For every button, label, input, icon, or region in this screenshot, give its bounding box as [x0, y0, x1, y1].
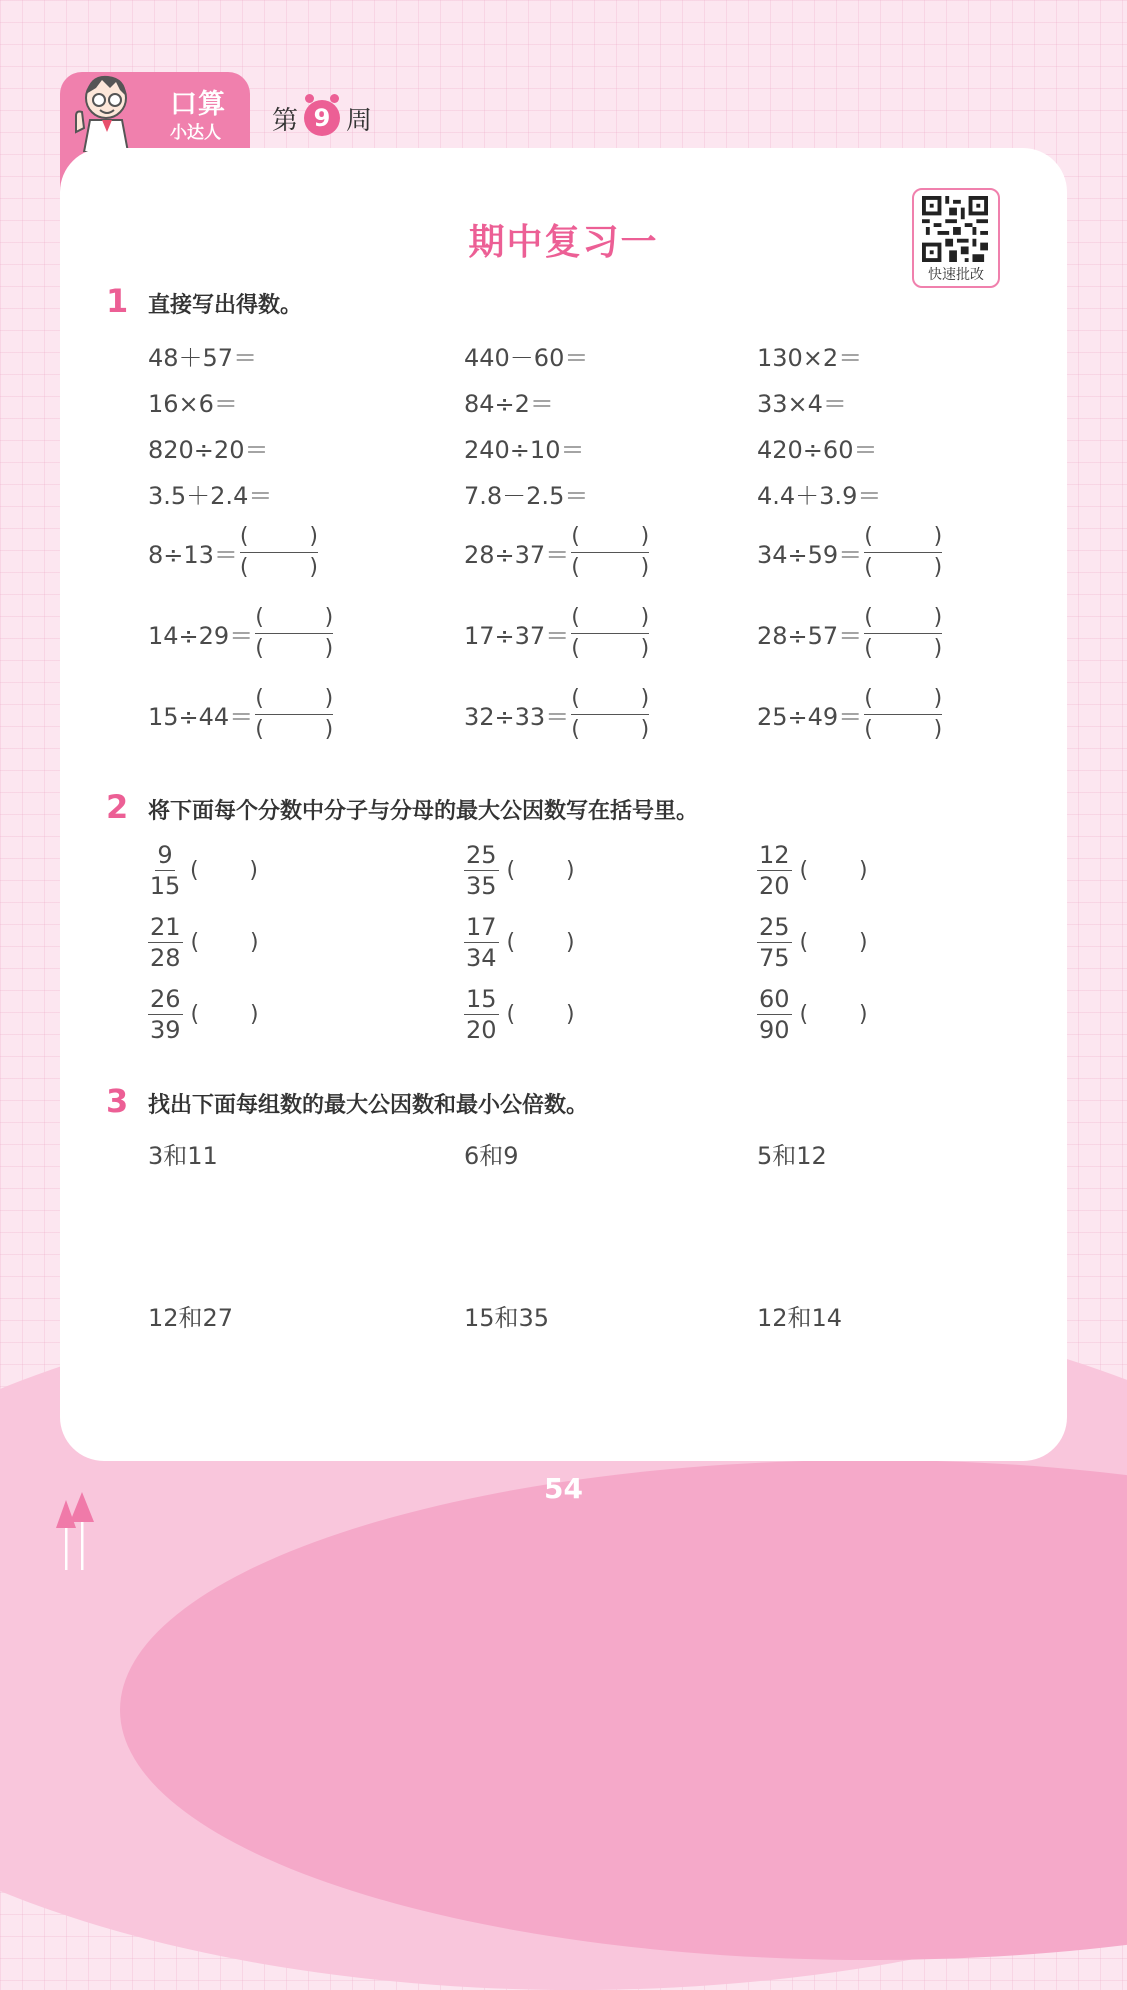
fraction-item: [148, 912, 259, 973]
fraction-item: [464, 840, 575, 901]
fraction-item: [757, 984, 868, 1045]
answer-blank[interactable]: ( ): [799, 1002, 868, 1027]
badge-subtitle: 小达人: [170, 123, 221, 143]
section-2-number: 2: [106, 788, 129, 826]
answer-blank[interactable]: ( ): [190, 1002, 259, 1027]
equation: 420÷60＝: [757, 436, 878, 464]
blank-fraction[interactable]: ( ) ( ): [571, 605, 650, 661]
section-3-number: 3: [106, 1082, 129, 1120]
equation: 16×6＝: [148, 390, 238, 418]
division-expression: 15÷44＝: [148, 703, 254, 731]
number-pair: 12和14: [757, 1304, 843, 1332]
fraction-item: [464, 984, 575, 1045]
division-fraction-item: [148, 522, 318, 583]
worksheet-card: [60, 148, 1067, 1461]
division-expression: 25÷49＝: [757, 703, 863, 731]
fraction: $\frac{60}{90}$: [759, 985, 790, 1044]
fraction: $\frac{26}{39}$: [150, 985, 181, 1044]
qr-code-icon: [921, 196, 989, 262]
answer-blank[interactable]: ( ): [506, 1002, 575, 1027]
equation: 48＋57＝: [148, 344, 258, 372]
equation: 4.4＋3.9＝: [757, 482, 882, 510]
equation: 7.8－2.5＝: [464, 482, 589, 510]
blank-fraction[interactable]: ( ) ( ): [255, 686, 334, 742]
week-suffix: 周: [346, 105, 373, 136]
blank-fraction[interactable]: ( ) ( ): [571, 524, 650, 580]
division-expression: 32÷33＝: [464, 703, 570, 731]
division-fraction-item: [464, 684, 649, 745]
qr-label: 快速批改: [928, 267, 984, 283]
page-title: 期中复习一: [468, 222, 659, 263]
blank-fraction[interactable]: ( ) ( ): [239, 524, 318, 580]
section-2-title: 将下面每个分数中分子与分母的最大公因数写在括号里。: [148, 799, 699, 824]
fraction: $\frac{17}{34}$: [466, 913, 497, 972]
fraction-item: [757, 840, 868, 901]
fraction-item: [148, 984, 259, 1045]
page-number: 54: [544, 1472, 583, 1505]
answer-blank[interactable]: ( ): [799, 930, 868, 955]
badge-title: 口算: [170, 89, 226, 120]
division-fraction-item: [464, 603, 649, 664]
number-pair: 5和12: [757, 1142, 827, 1170]
qr-code[interactable]: [912, 188, 1000, 288]
division-expression: 14÷29＝: [148, 622, 254, 650]
division-fraction-item: [757, 603, 942, 664]
fraction: $\frac{12}{20}$: [759, 841, 790, 900]
section-3-title: 找出下面每组数的最大公因数和最小公倍数。: [148, 1093, 589, 1118]
equation: 130×2＝: [757, 344, 863, 372]
division-expression: 8÷13＝: [148, 541, 238, 569]
division-fraction-item: [148, 603, 333, 664]
division-fraction-item: [148, 684, 333, 745]
equation: 3.5＋2.4＝: [148, 482, 273, 510]
number-pair: 3和11: [148, 1142, 218, 1170]
equation: 240÷10＝: [464, 436, 585, 464]
equation: 440－60＝: [464, 344, 589, 372]
mascot-icon: [62, 72, 132, 152]
equation: 820÷20＝: [148, 436, 269, 464]
equation: 33×4＝: [757, 390, 847, 418]
answer-blank[interactable]: ( ): [506, 930, 575, 955]
division-expression: 34÷59＝: [757, 541, 863, 569]
blank-fraction[interactable]: ( ) ( ): [571, 686, 650, 742]
week-prefix: 第: [272, 105, 299, 136]
blank-fraction[interactable]: ( ) ( ): [864, 524, 943, 580]
fraction: $\frac{25}{75}$: [759, 913, 790, 972]
fraction: $\frac{21}{28}$: [150, 913, 181, 972]
division-expression: 17÷37＝: [464, 622, 570, 650]
equation: 84÷2＝: [464, 390, 554, 418]
division-expression: 28÷57＝: [757, 622, 863, 650]
fraction: $\frac{9}{15}$: [149, 841, 181, 900]
fraction: $\frac{25}{35}$: [466, 841, 497, 900]
week-indicator: [272, 96, 372, 140]
fraction: $\frac{15}{20}$: [466, 985, 497, 1044]
division-fraction-item: [757, 522, 942, 583]
section-1-number: 1: [106, 282, 129, 320]
number-pair: 15和35: [464, 1304, 550, 1332]
blank-fraction[interactable]: ( ) ( ): [864, 686, 943, 742]
blank-fraction[interactable]: ( ) ( ): [864, 605, 943, 661]
blank-fraction[interactable]: ( ) ( ): [255, 605, 334, 661]
number-pair: 6和9: [464, 1142, 519, 1170]
answer-blank[interactable]: ( ): [506, 858, 575, 883]
answer-blank[interactable]: ( ): [799, 858, 868, 883]
division-expression: 28÷37＝: [464, 541, 570, 569]
section-1-title: 直接写出得数。: [148, 293, 303, 318]
division-fraction-item: [464, 522, 649, 583]
fraction-item: [757, 912, 868, 973]
week-number: 9: [304, 100, 340, 136]
fraction-item: [148, 840, 258, 901]
number-pair: 12和27: [148, 1304, 234, 1332]
answer-blank[interactable]: ( ): [190, 858, 258, 883]
division-fraction-item: [757, 684, 942, 745]
fraction-item: [464, 912, 575, 973]
answer-blank[interactable]: ( ): [190, 930, 259, 955]
